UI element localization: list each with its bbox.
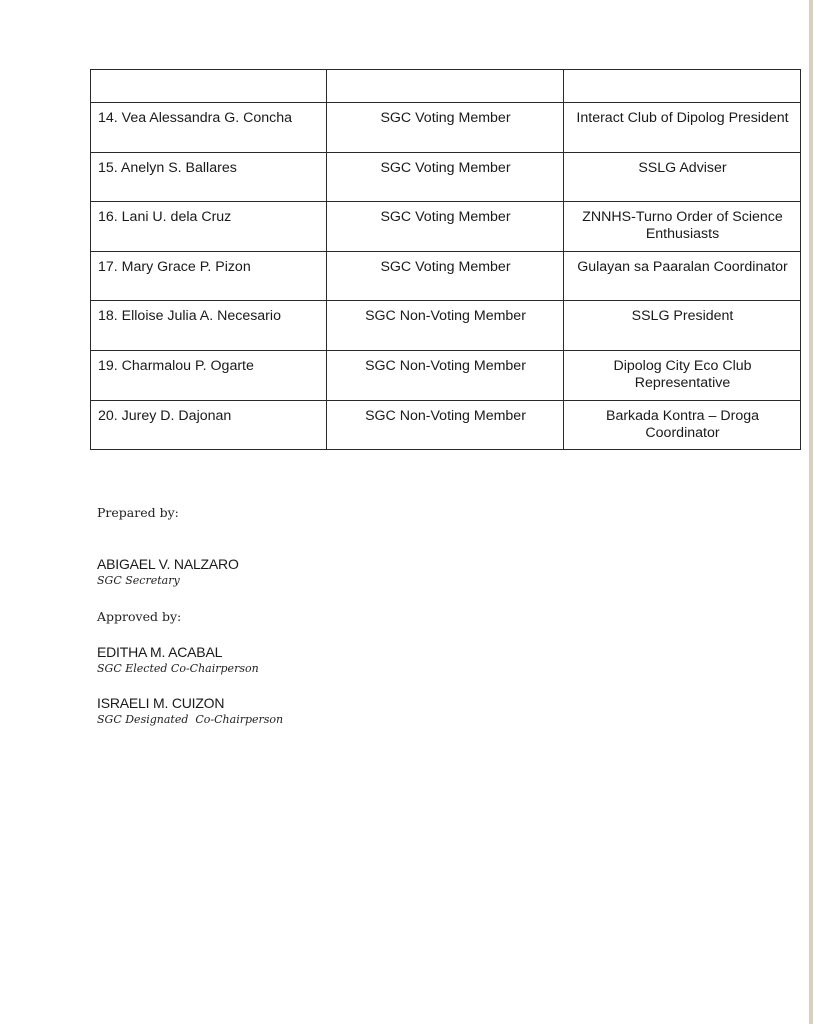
member-affiliation: Barkada Kontra – Droga Coordinator [564, 400, 801, 450]
table-row [91, 400, 801, 450]
header-cell-position [327, 70, 564, 103]
member-position: SGC Voting Member [327, 103, 564, 153]
member-name: 17. Mary Grace P. Pizon [91, 251, 327, 301]
preparer-name: ABIGAEL V. NALZARO [97, 556, 239, 572]
member-affiliation: SSLG President [564, 301, 801, 351]
member-position: SGC Voting Member [327, 251, 564, 301]
member-name: 16. Lani U. dela Cruz [91, 202, 327, 252]
table-row [91, 350, 801, 400]
table-row [91, 152, 801, 202]
approver-name: EDITHA M. ACABAL [97, 644, 223, 660]
prepared-by-label: Prepared by: [97, 505, 179, 520]
member-affiliation: Dipolog City Eco Club Representative [564, 350, 801, 400]
member-position: SGC Non-Voting Member [327, 301, 564, 351]
approved-by-label: Approved by: [97, 609, 182, 624]
member-position: SGC Non-Voting Member [327, 350, 564, 400]
member-position: SGC Non-Voting Member [327, 400, 564, 450]
approver-name: ISRAELI M. CUIZON [97, 695, 225, 711]
member-table [90, 69, 801, 450]
page-edge [809, 0, 813, 1024]
member-affiliation: SSLG Adviser [564, 152, 801, 202]
member-name: 15. Anelyn S. Ballares [91, 152, 327, 202]
table-row [91, 103, 801, 153]
table-header-row [91, 70, 801, 103]
header-cell-affiliation [564, 70, 801, 103]
table-row [91, 251, 801, 301]
table-row [91, 202, 801, 252]
member-name: 18. Elloise Julia A. Necesario [91, 301, 327, 351]
member-affiliation: Gulayan sa Paaralan Coordinator [564, 251, 801, 301]
preparer-title: SGC Secretary [97, 574, 180, 587]
table-row [91, 301, 801, 351]
member-name: 14. Vea Alessandra G. Concha [91, 103, 327, 153]
header-cell-name [91, 70, 327, 103]
member-affiliation: ZNNHS-Turno Order of Science Enthusiasts [564, 202, 801, 252]
member-position: SGC Voting Member [327, 202, 564, 252]
member-position: SGC Voting Member [327, 152, 564, 202]
member-affiliation: Interact Club of Dipolog President [564, 103, 801, 153]
member-name: 19. Charmalou P. Ogarte [91, 350, 327, 400]
approver-title: SGC Elected Co-Chairperson [97, 662, 259, 675]
approver-title: SGC Designated Co-Chairperson [97, 713, 284, 726]
member-name: 20. Jurey D. Dajonan [91, 400, 327, 450]
